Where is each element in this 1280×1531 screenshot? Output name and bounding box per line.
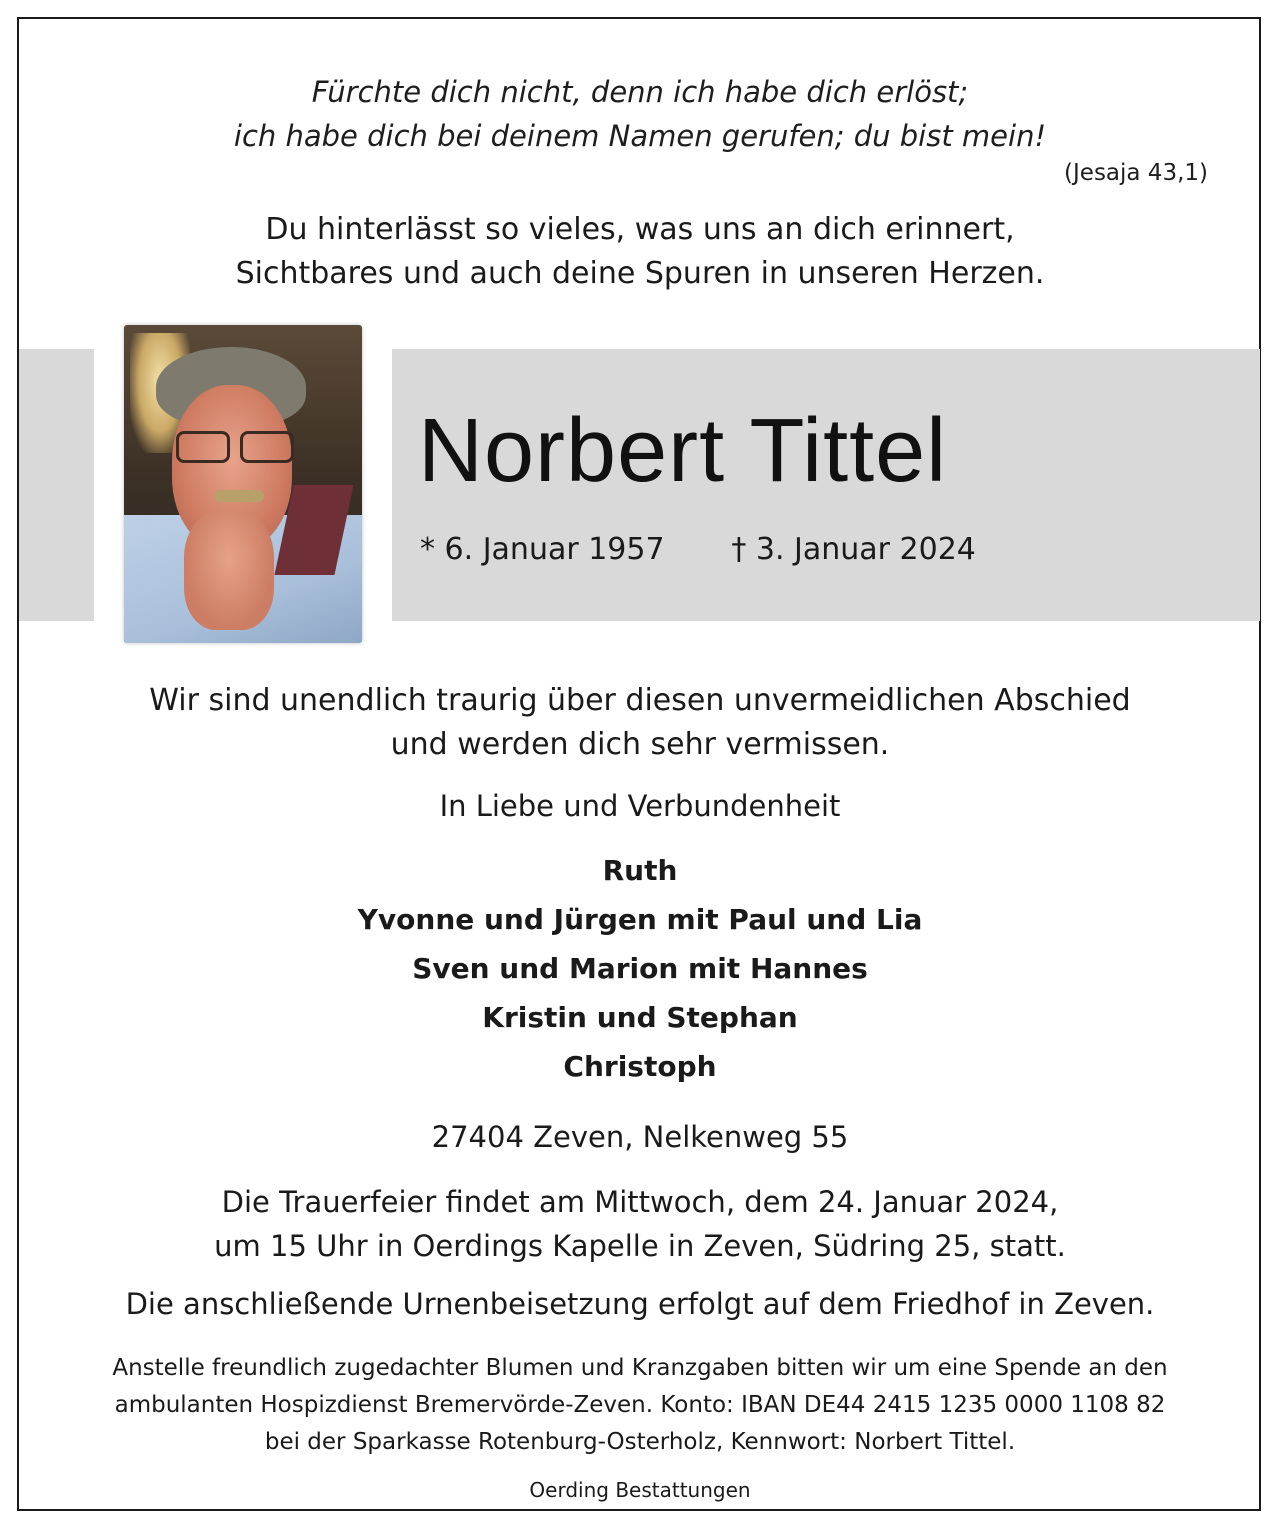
- intro-line: Sichtbares und auch deine Spuren in unseren Herzen.: [235, 256, 1045, 291]
- undertaker-name: Oerding Bestattungen: [529, 1478, 751, 1502]
- deceased-name: Norbert Tittel: [418, 401, 948, 501]
- glasses-icon: [176, 431, 230, 463]
- verse-line: ich habe dich bei deinem Namen gerufen; du bist mein!: [233, 119, 1047, 153]
- intro-line: Du hinterlässt so vieles, was uns an dich erinnert,: [265, 212, 1015, 247]
- bible-verse: [0, 70, 1280, 158]
- ceremony-line: um 15 Uhr in Oerdings Kapelle in Zeven, Südring 25, statt.: [214, 1229, 1066, 1263]
- portrait-photo: [124, 325, 362, 643]
- closing-phrase: In Liebe und Verbundenheit: [439, 789, 841, 823]
- donation-request: [0, 1350, 1280, 1461]
- donation-line: Anstelle freundlich zugedachter Blumen und Kranzgaben bitten wir um eine Spende an den: [112, 1355, 1168, 1381]
- intro-text: [0, 208, 1280, 296]
- glasses-icon: [240, 431, 294, 463]
- death-date: † 3. Januar 2024: [731, 532, 976, 567]
- family-member: Yvonne und Jürgen mit Paul und Lia: [357, 903, 923, 936]
- message-line: und werden dich sehr vermissen.: [390, 727, 890, 762]
- family-member: Ruth: [602, 854, 678, 887]
- verse-line: Fürchte dich nicht, denn ich habe dich erlöst;: [311, 75, 969, 109]
- mustache-shape: [214, 490, 264, 502]
- donation-line: ambulanten Hospizdienst Bremervörde-Zeven. Konto: IBAN DE44 2415 1235 0000 1108 82: [114, 1392, 1166, 1418]
- address: 27404 Zeven, Nelkenweg 55: [431, 1120, 849, 1154]
- ceremony-line: Die Trauerfeier findet am Mittwoch, dem 24. Januar 2024,: [221, 1185, 1059, 1219]
- family-list: [0, 846, 1280, 1091]
- message-line: Wir sind unendlich traurig über diesen unvermeidlichen Abschied: [149, 683, 1131, 718]
- farewell-message: [0, 679, 1280, 767]
- family-member: Christoph: [563, 1050, 717, 1083]
- donation-line: bei der Sparkasse Rotenburg-Osterholz, Kennwort: Norbert Tittel.: [264, 1429, 1016, 1455]
- family-member: Sven und Marion mit Hannes: [412, 952, 868, 985]
- hand-shape: [184, 510, 274, 630]
- birth-date: * 6. Januar 1957: [420, 532, 665, 567]
- ceremony-info: [0, 1180, 1280, 1268]
- verse-reference: (Jesaja 43,1): [1064, 160, 1208, 186]
- life-dates: [420, 532, 976, 567]
- burial-info: Die anschließende Urnenbeisetzung erfolgt auf dem Friedhof in Zeven.: [125, 1287, 1155, 1321]
- family-member: Kristin und Stephan: [482, 1001, 798, 1034]
